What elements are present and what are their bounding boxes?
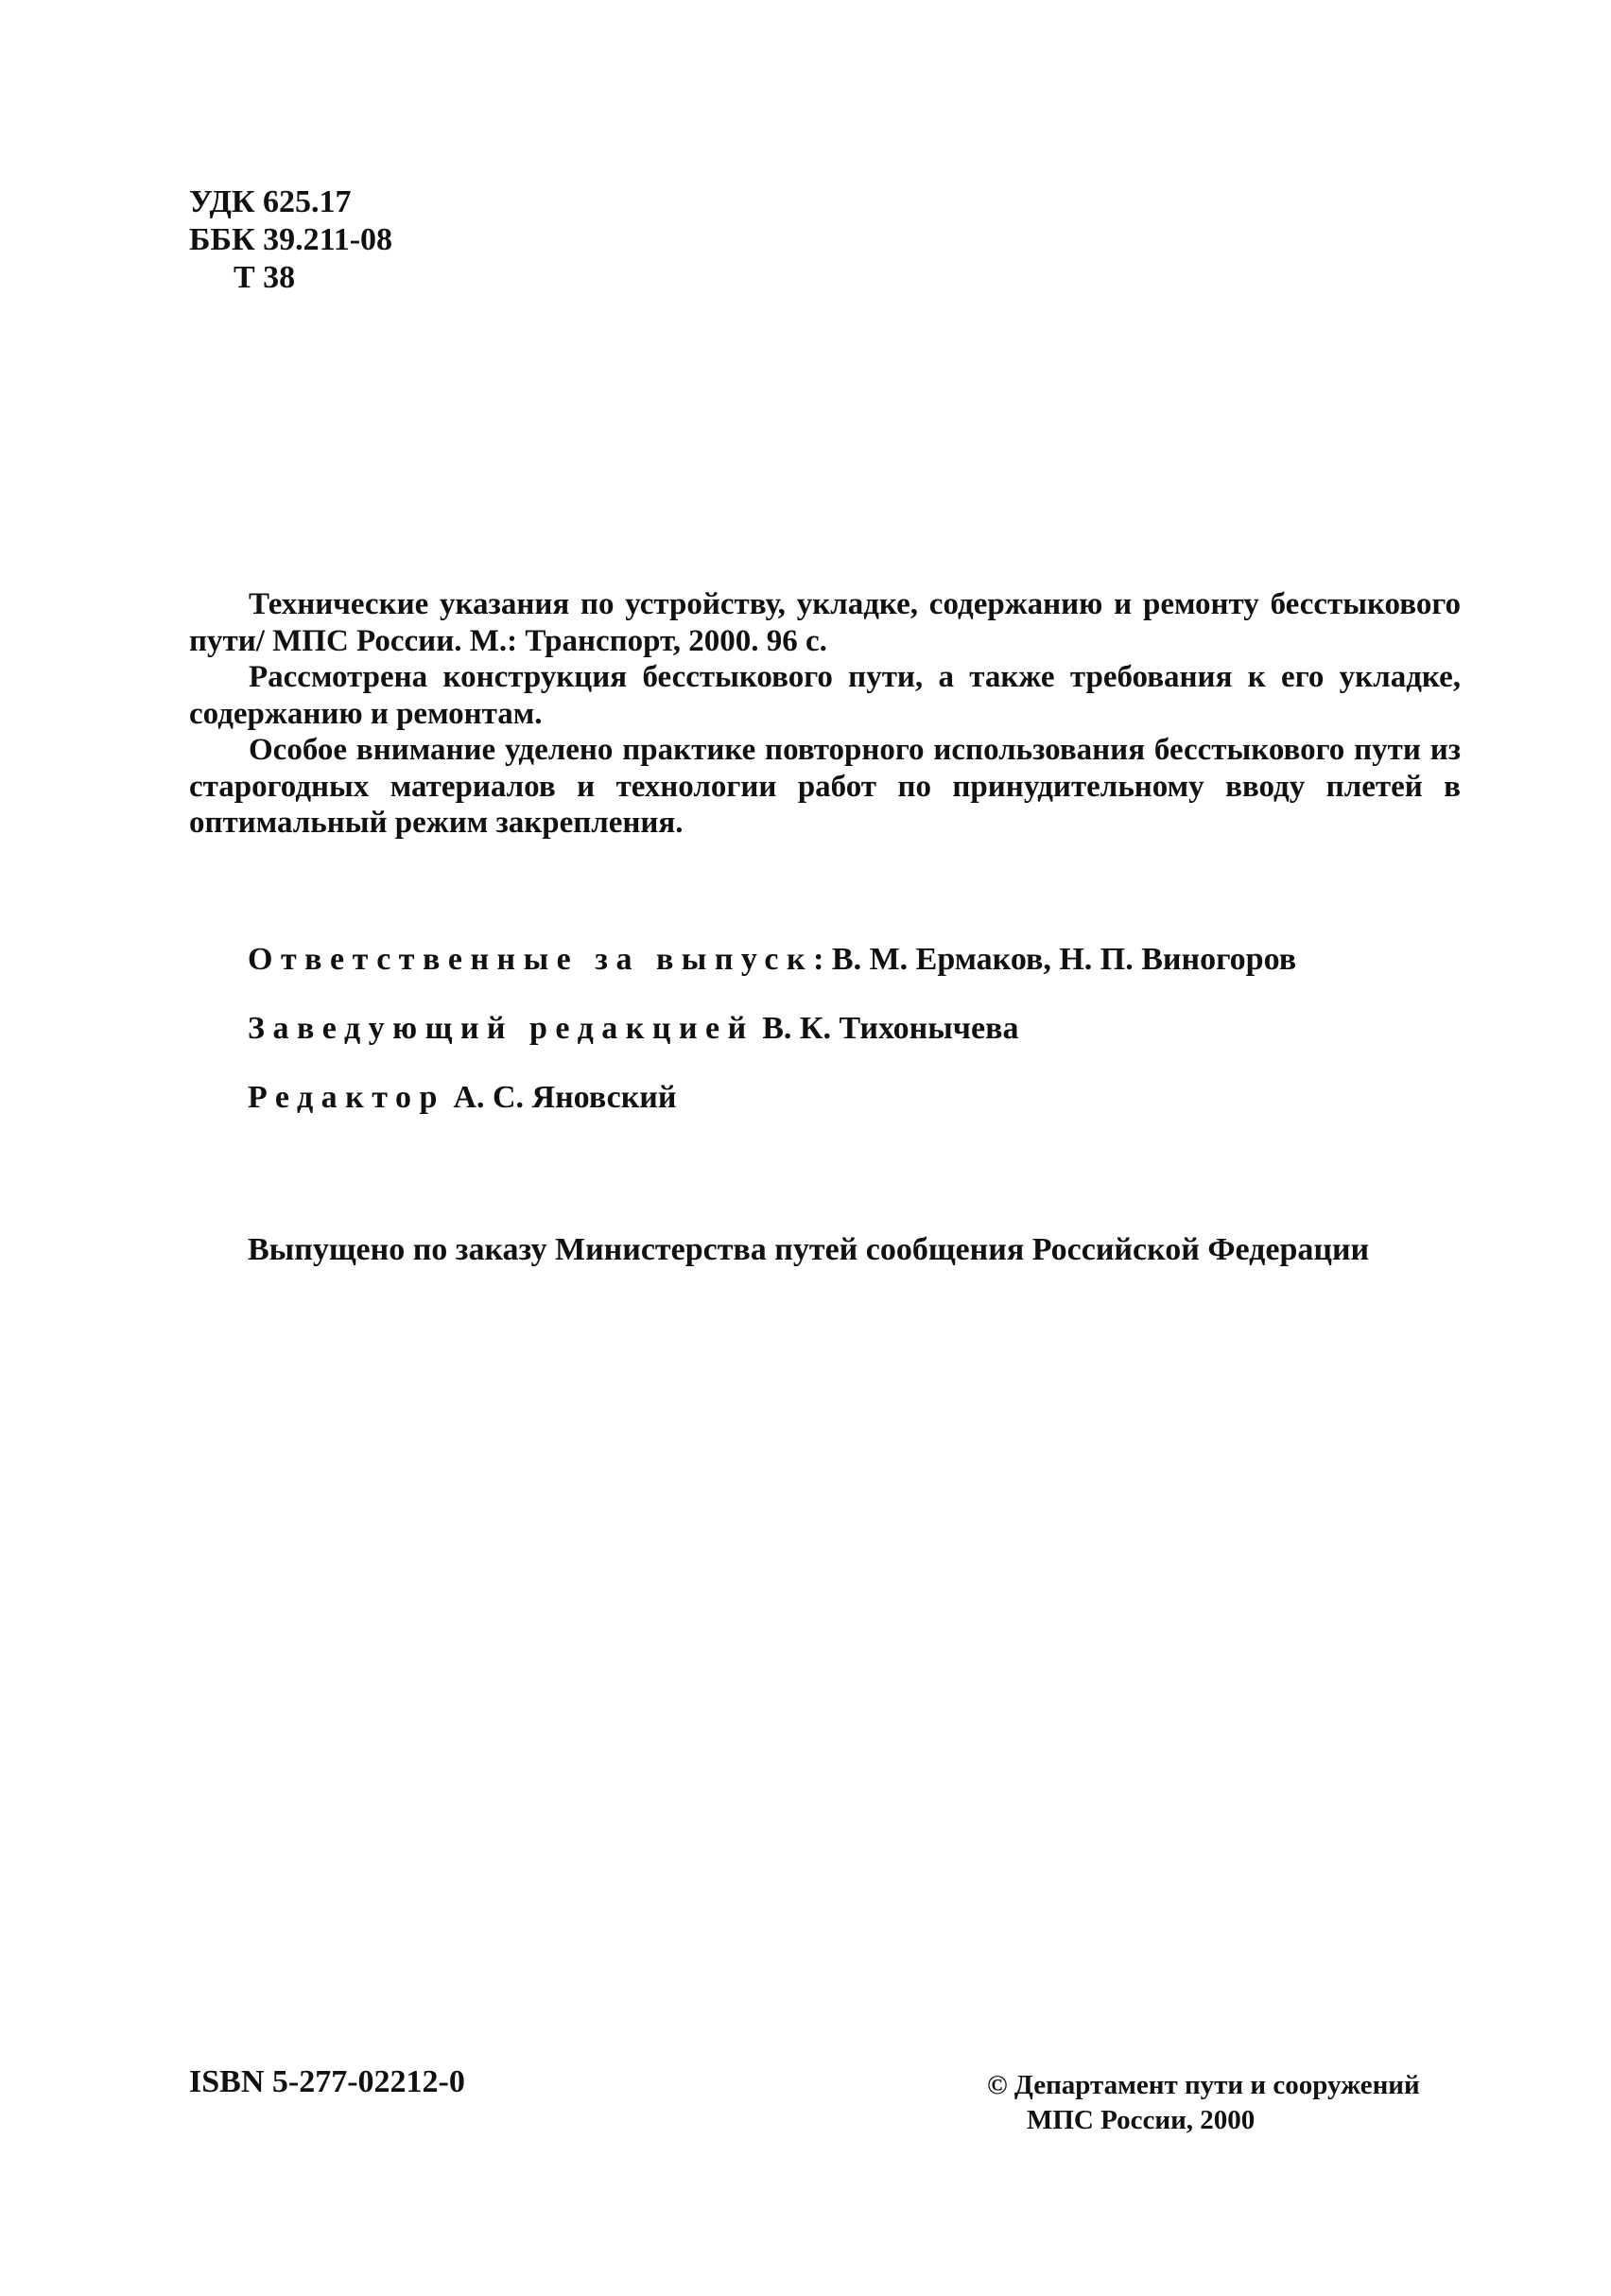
credit-responsible-label: Ответственные за выпуск <box>248 942 814 977</box>
credit-head-editorial-label: Заведующий редакцией <box>248 1011 754 1046</box>
abstract-paragraph-2: Рассмотрена конструкция бесстыкового пути, а также требования к его укладке, содержанию и ремонтам. <box>189 660 1461 731</box>
credits-block <box>248 941 1296 1148</box>
abstract-paragraph-3: Особое внимание уделено практике повторного использования бесстыкового пути из старогодных материалов и технологии работ по принудительному вводу плетей в оптимальный режим закрепления. <box>189 733 1461 840</box>
credit-responsible-names: В. М. Ермаков, Н. П. Виногоров <box>831 942 1297 977</box>
abstract-block <box>189 586 1461 842</box>
credit-head-editorial-names: В. К. Тихонычева <box>762 1011 1019 1046</box>
commission-note: Выпущено по заказу Министерства путей сообщения Российской Федерации <box>248 1232 1370 1267</box>
bbk-code: ББК 39.211-08 <box>189 222 393 257</box>
copyright-block <box>987 2068 1420 2138</box>
credit-head-editorial <box>248 1010 1296 1079</box>
author-mark: Т 38 <box>234 260 296 295</box>
credit-responsible-separator: : <box>813 942 832 977</box>
credit-responsible <box>248 941 1296 1010</box>
isbn: ISBN 5-277-02212-0 <box>189 2064 465 2099</box>
copyright-line-1: © Департамент пути и сооружений <box>987 2070 1420 2100</box>
classification-block <box>189 183 392 297</box>
credit-editor <box>248 1079 1296 1148</box>
copyright-line-2: МПС России, 2000 <box>1027 2105 1256 2135</box>
credit-head-editorial-separator <box>754 1011 763 1046</box>
credit-editor-label: Редактор <box>248 1080 445 1115</box>
abstract-paragraph-1: Технические указания по устройству, укладке, содержанию и ремонту бесстыкового пути/ МПС России. М.: Транспорт, 2000. 96 с. <box>189 587 1461 658</box>
udk-code: УДК 625.17 <box>189 184 352 219</box>
credit-editor-names: А. С. Яновский <box>453 1080 677 1115</box>
